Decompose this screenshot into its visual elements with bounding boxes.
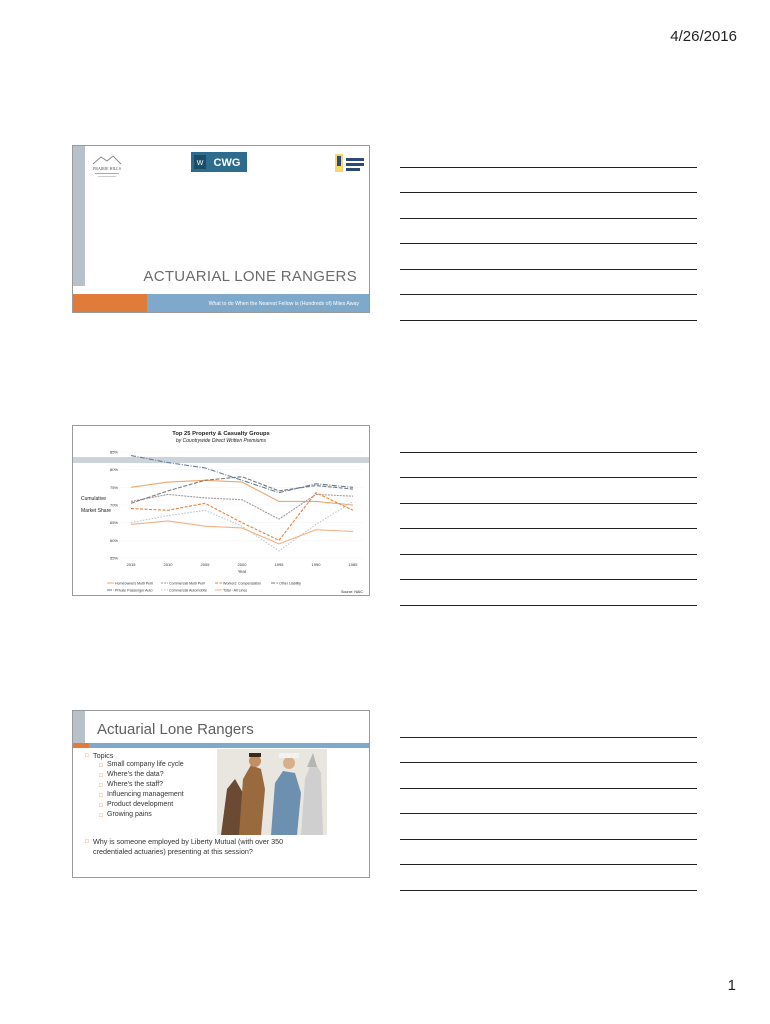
x-tick-label: 1995 [274,562,284,567]
line-chart [73,426,370,596]
topic-item: Where's the staff? [107,781,164,788]
slide-accent-bar [73,711,85,743]
chart-subtitle: by Countrywide Direct Written Premiums [175,438,267,444]
chart-title: Top 25 Property & Casualty Groups [172,431,270,437]
bullet-icon: □ [99,813,103,819]
legend-label: Commercial Automobile [169,588,207,593]
topic-item: Where's the data? [107,771,164,778]
note-line [400,789,697,815]
x-tick-label: 2000 [237,562,247,567]
note-line [400,580,697,606]
note-line [400,219,697,245]
topic-item: Small company life cycle [107,761,184,768]
note-line [400,504,697,530]
bullet-icon: □ [99,773,103,779]
note-line [400,763,697,789]
slide-topics [72,710,370,878]
logo-left-text: PRAIRIE HILLS [93,166,121,171]
orange-accent-block [73,743,89,748]
y-tick-label: 80% [109,467,118,473]
note-line [400,840,697,866]
bullet-icon: □ [99,783,103,789]
x-tick-label: 2010 [163,562,173,567]
x-tick-label: 2005 [200,562,210,567]
page-number: 1 [727,977,736,994]
x-tick-label: 1985 [348,562,358,567]
notes-lines-1 [400,142,697,321]
y-tick-label: 85% [109,449,118,455]
note-line [400,529,697,555]
chart-source: Source: NAIC [341,590,363,594]
bullet-icon: □ [85,839,89,845]
slide-title [72,145,370,313]
x-tick-label: 2015 [126,562,136,567]
cwg-logo [191,152,247,172]
blue-accent-bar [89,743,369,748]
note-line [400,427,697,453]
y-tick-label: 70% [109,502,118,508]
question-line-2: credentialed actuaries) presenting at this session? [93,847,253,856]
liberty-mutual-logo [333,152,367,178]
bullet-icon: □ [99,763,103,769]
note-line [400,193,697,219]
question-line-1: Why is someone employed by Liberty Mutual (with over 350 [93,837,284,846]
legend-label: Homeowners Multi Peril [115,581,153,586]
bullet-icon: □ [85,753,89,759]
x-axis-label: Year [237,569,247,574]
note-line [400,453,697,479]
note-line [400,295,697,321]
chart-y-axis-label-line1: Cumulative [81,496,107,502]
note-line [400,142,697,168]
page-date: 4/26/2016 [670,28,737,45]
orange-accent-block [73,294,147,313]
series-line [131,501,353,550]
svg-text:W: W [196,160,204,167]
note-line [400,478,697,504]
note-line [400,814,697,840]
topic-item: Growing pains [107,811,152,818]
legend-label: Workers' Compensation [223,581,262,586]
chart-y-axis-label-line2: Market Share [81,508,112,514]
slide-title-text: ACTUARIAL LONE RANGERS [143,268,357,285]
note-line [400,168,697,194]
y-tick-label: 60% [109,537,118,543]
slide-chart [72,425,370,596]
note-line [400,244,697,270]
bullet-icon: □ [99,803,103,809]
legend-label: Other Liability [279,581,301,586]
prairie-hills-logo [89,152,125,180]
legend-label: Private Passenger Auto [115,588,153,593]
slide-subtitle: What to do When the Nearest Fellow is (Hundreds of) Miles Away [147,294,369,313]
note-line [400,738,697,764]
note-line [400,555,697,581]
y-tick-label: 55% [109,555,118,561]
slide-accent-bar [73,146,85,286]
note-line [400,270,697,296]
series-line [131,494,353,519]
notes-lines-2 [400,427,697,606]
x-tick-label: 1990 [311,562,321,567]
note-line [400,712,697,738]
topic-item: Product development [107,801,174,808]
bullet-icon: □ [99,793,103,799]
series-line [131,456,353,493]
topic-item: Influencing management [107,791,184,798]
notes-lines-3 [400,712,697,891]
slide-topics-title: Actuarial Lone Rangers [97,721,254,738]
note-line [400,865,697,891]
logo-center-text: CWG [213,157,241,169]
lone-ranger-photo [217,749,327,835]
legend-label: Commercial Multi Peril [169,581,205,586]
topics-label: Topics [93,751,114,760]
y-tick-label: 65% [109,520,118,526]
legend-label: Total - All Lines [223,588,248,593]
y-tick-label: 75% [109,484,118,490]
